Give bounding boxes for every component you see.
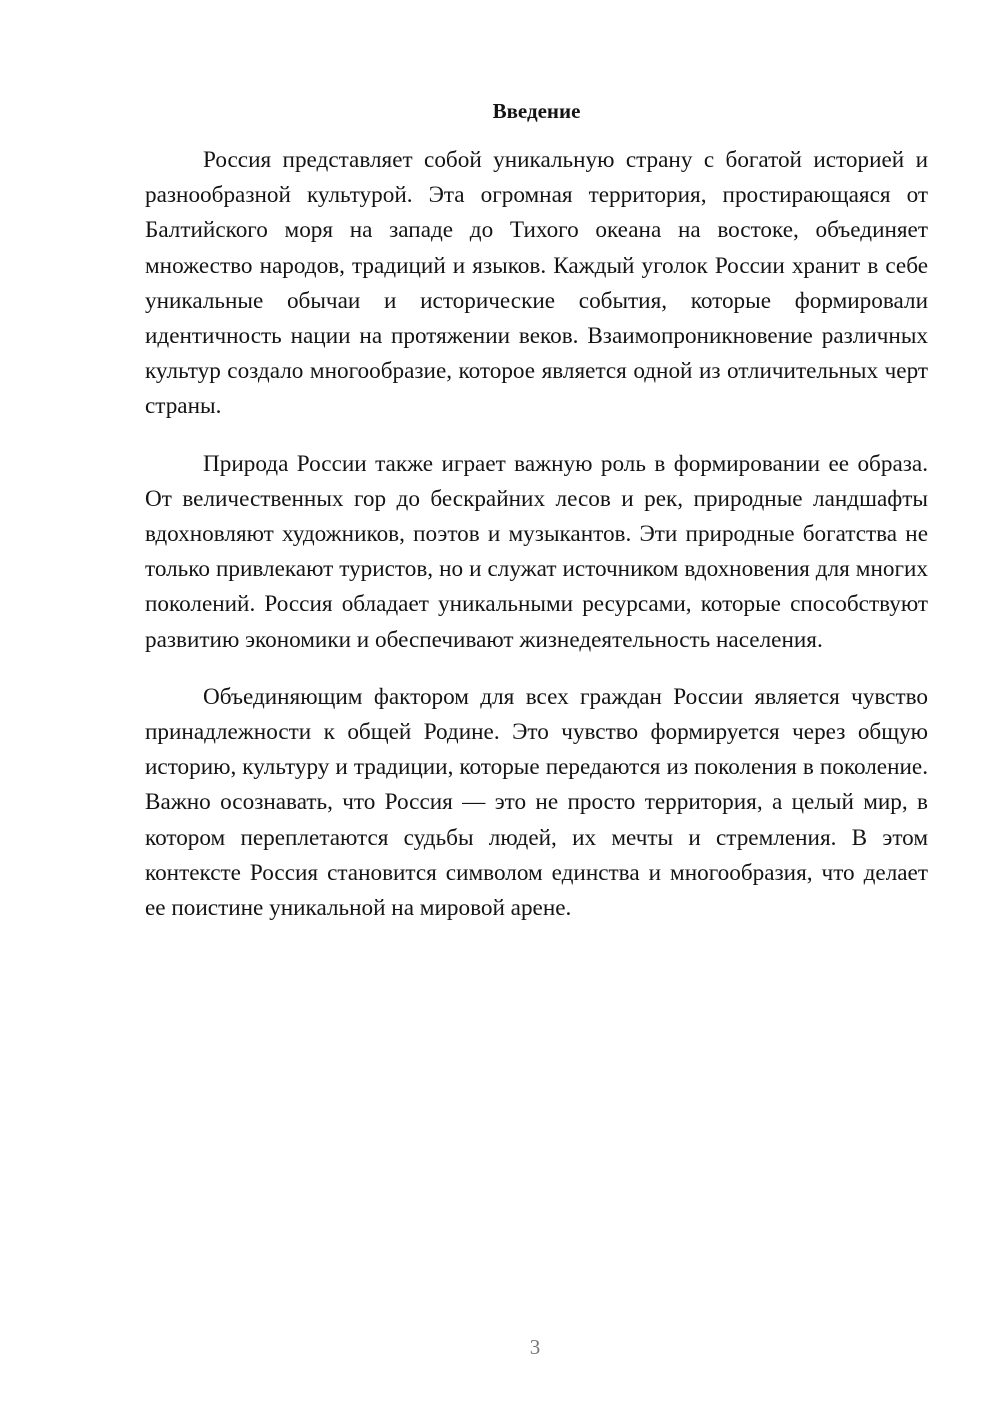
paragraph-3: Объединяющим фактором для всех граждан России является чувство принадлежности к общей Родине. Это чувство формируется через общую историю, культуру и традиции, которые передаются из поколения в поколение. Важно осознавать, что Россия — это не просто территория, а целый мир, в котором переплетаются судьбы людей, их мечты и стремления. В этом контексте Россия становится символом единства и многообразия, что делает ее поистине уникальной на мировой арене. — [145, 683, 928, 922]
paragraph-2: Природа России также играет важную роль в формировании ее образа. От величественных гор до бескрайних лесов и рек, природные ландшафты вдохновляют художников, поэтов и музыкантов. Эти природные богатства не только привлекают туристов, но и служат источником вдохновения для многих поколений. Россия обладает уникальными ресурсами, которые способствуют развитию экономики и обеспечивают жизнедеятельность населения. — [145, 450, 928, 653]
section-title: Введение — [492, 99, 581, 123]
paragraph-1: Россия представляет собой уникальную страну с богатой историей и разнообразной культурой. Эта огромная территория, простирающаяся от Балтийского моря на западе до Тихого океана на востоке, объединяет множество народов, традиций и языков. Каждый уголок России хранит в себе уникальные обычаи и исторические события, которые формировали идентичность нации на протяжении веков. Взаимопроникновение различных культур создало многообразие, которое является одной из отличительных черт страны. — [145, 147, 928, 420]
document-body — [145, 96, 928, 948]
page-number: 3 — [529, 1335, 541, 1359]
